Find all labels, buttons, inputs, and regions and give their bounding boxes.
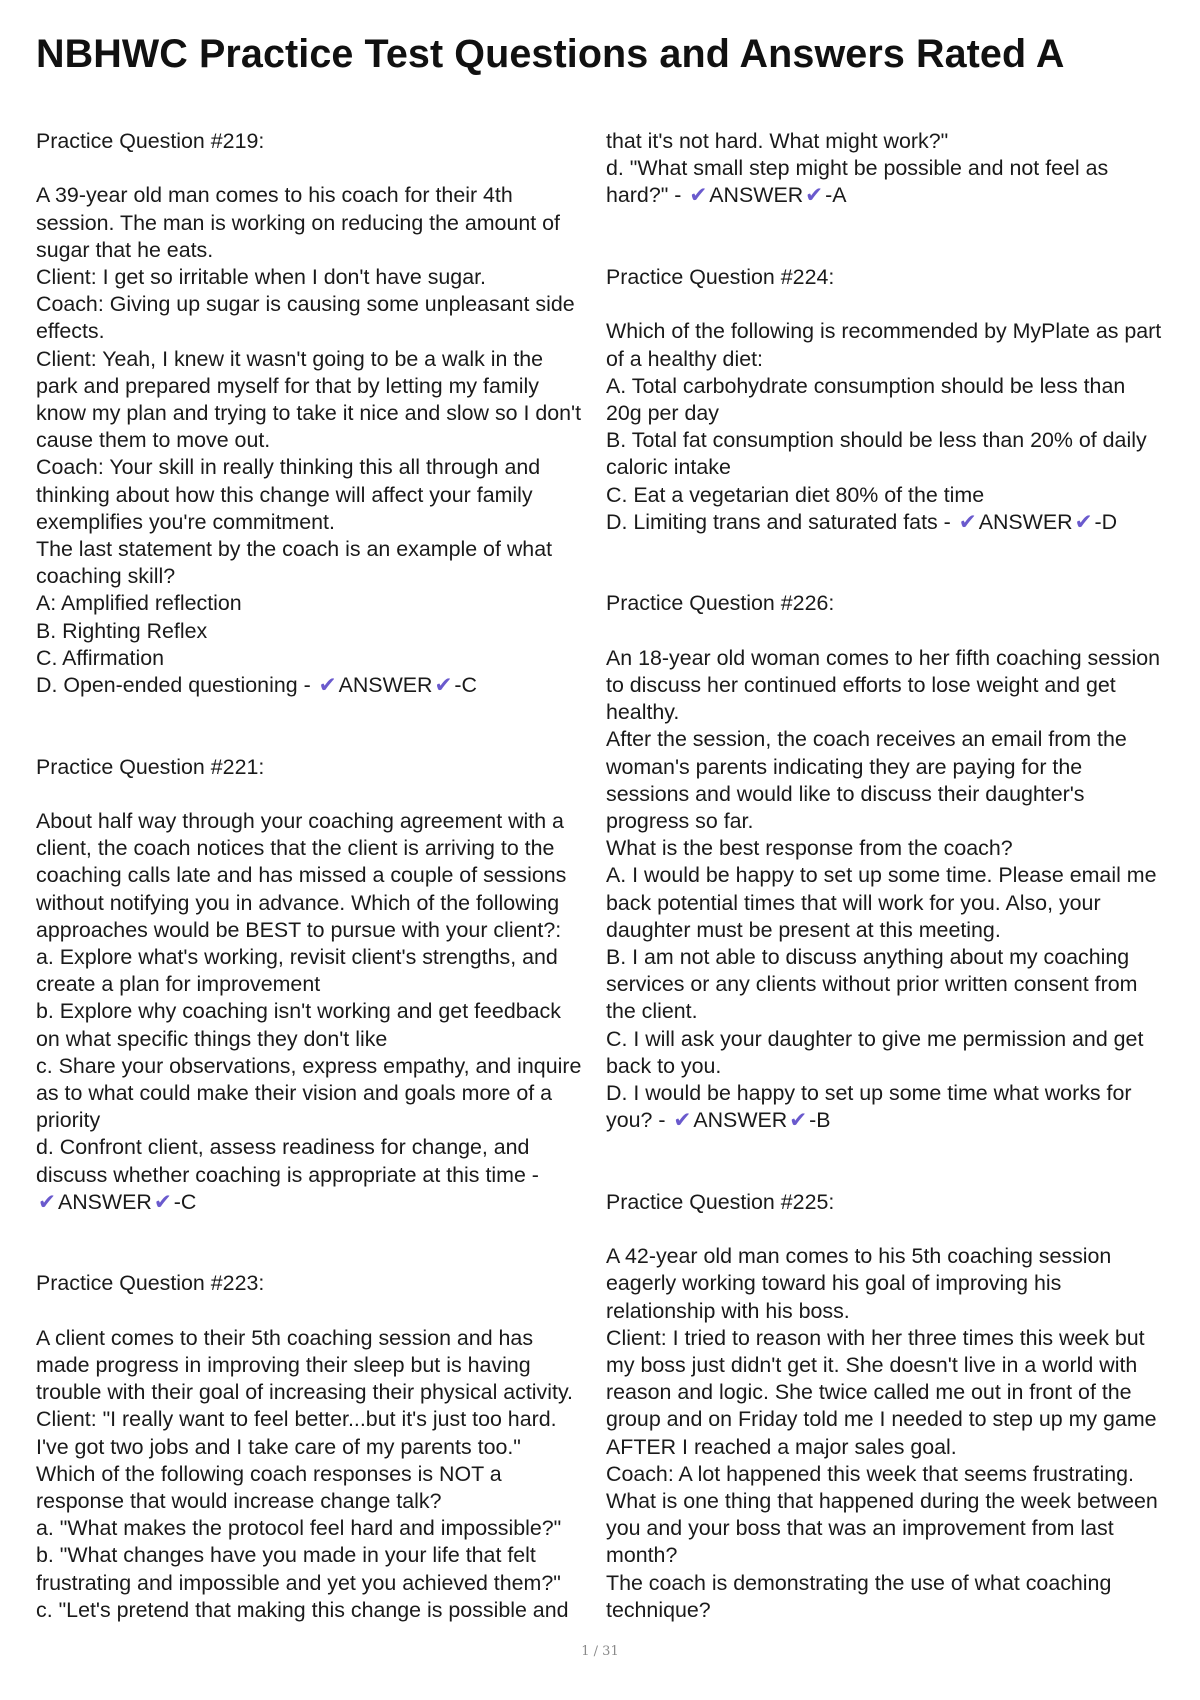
text-line: the client. xyxy=(606,999,698,1024)
text-line: I've got two jobs and I take care of my parents too." xyxy=(36,1434,521,1459)
text-line: woman's parents indicating they are paying for the xyxy=(606,754,1083,779)
text-line: to discuss her continued efforts to lose weight and get xyxy=(606,673,1116,697)
question-heading: Practice Question #225: xyxy=(606,1189,835,1214)
text-line: d. Confront client, assess readiness for change, and xyxy=(36,1135,530,1160)
page-number: 1 / 31 xyxy=(581,1644,619,1659)
question-body xyxy=(606,1243,1176,1624)
question-219 xyxy=(36,128,592,699)
text-line: progress so far. xyxy=(606,809,754,834)
text-line: c. Share your observations, express empathy, and inquire xyxy=(36,1053,582,1078)
text-line: approaches would be BEST to pursue with your client?: xyxy=(36,917,562,942)
text-line: my boss just didn't get it. She doesn't live in a world with xyxy=(606,1353,1138,1378)
answer-line xyxy=(36,672,592,699)
text-line: A. I would be happy to set up some time. Please email me xyxy=(606,863,1157,888)
text-line: healthy. xyxy=(606,700,680,725)
text-line: relationship with his boss. xyxy=(606,1298,850,1323)
text-line: that it's not hard. What might work?" xyxy=(606,129,949,153)
page-title: NBHWC Practice Test Questions and Answers Rated A xyxy=(36,32,1065,76)
question-heading: Practice Question #226: xyxy=(606,591,835,616)
left-column xyxy=(36,128,592,1624)
text-line: The coach is demonstrating the use of what coaching xyxy=(606,1570,1112,1595)
answer-value: -D xyxy=(1094,509,1118,534)
text-line: Coach: Giving up sugar is causing some unpleasant side xyxy=(36,292,575,317)
answer-prefix: you? - xyxy=(606,1108,666,1133)
question-heading: Practice Question #219: xyxy=(36,129,265,153)
text-line: exemplifies you're commitment. xyxy=(36,509,335,534)
text-line: park and prepared myself for that by letting my family xyxy=(36,373,539,398)
answer-prefix: D. Open-ended questioning - xyxy=(36,673,311,698)
question-body xyxy=(36,182,592,699)
answer-line xyxy=(606,182,1176,209)
checkmark-icon: ✔ xyxy=(673,1108,692,1133)
text-line: Client: "I really want to feel better...but it's just too hard. xyxy=(36,1407,557,1432)
answer-line xyxy=(36,1189,592,1216)
text-line: After the session, the coach receives an email from the xyxy=(606,727,1127,752)
question-body xyxy=(606,645,1176,1135)
text-line: services or any clients without prior written consent from xyxy=(606,972,1138,997)
answer-line xyxy=(606,1107,1176,1134)
text-line: C. Eat a vegetarian diet 80% of the time xyxy=(606,482,985,507)
text-line: C. I will ask your daughter to give me permission and get xyxy=(606,1026,1144,1051)
text-line: daughter must be present at this meeting. xyxy=(606,917,1001,942)
text-line: b. Explore why coaching isn't working and get feedback xyxy=(36,999,561,1024)
answer-value: -B xyxy=(809,1108,831,1133)
question-223-continued xyxy=(606,128,1176,210)
text-line: response that would increase change talk? xyxy=(36,1489,442,1514)
question-body xyxy=(36,1325,592,1624)
text-line: Which of the following is recommended by MyPlate as part xyxy=(606,319,1162,344)
text-line: What is one thing that happened during the week between xyxy=(606,1489,1158,1514)
text-line: group and on Friday told me I needed to step up my game xyxy=(606,1407,1157,1432)
question-body xyxy=(36,808,592,1216)
answer-value: -A xyxy=(825,183,847,208)
text-line: Coach: Your skill in really thinking this all through and xyxy=(36,455,541,480)
checkmark-icon: ✔ xyxy=(789,1108,808,1133)
question-224 xyxy=(606,264,1176,536)
text-line: About half way through your coaching agreement with a xyxy=(36,809,564,834)
text-line: Client: I get so irritable when I don't have sugar. xyxy=(36,265,486,289)
text-line: discuss whether coaching is appropriate at this time - xyxy=(36,1162,539,1187)
checkmark-icon: ✔ xyxy=(318,673,337,698)
question-221 xyxy=(36,754,592,1216)
text-line: back potential times that will work for you. Also, your xyxy=(606,890,1101,915)
text-line: What is the best response from the coach? xyxy=(606,836,1013,861)
checkmark-icon: ✔ xyxy=(1074,509,1093,534)
text-line: of a healthy diet: xyxy=(606,346,763,371)
answer-label: ANSWER xyxy=(338,673,433,698)
text-line: made progress in improving their sleep but is having xyxy=(36,1353,531,1378)
text-line: caloric intake xyxy=(606,455,731,480)
answer-value: -C xyxy=(173,1189,197,1214)
question-226 xyxy=(606,590,1176,1134)
text-line: eagerly working toward his goal of improving his xyxy=(606,1271,1062,1296)
answer-value: -C xyxy=(454,673,477,698)
question-heading: Practice Question #224: xyxy=(606,265,835,289)
text-line: coaching skill? xyxy=(36,564,176,589)
text-line: An 18-year old woman comes to her fifth coaching session xyxy=(606,645,1161,670)
question-heading: Practice Question #223: xyxy=(36,1271,265,1296)
question-body xyxy=(606,318,1176,536)
text-line: Coach: A lot happened this week that seems frustrating. xyxy=(606,1461,1134,1486)
text-line: know my plan and trying to take it nice and slow so I don't xyxy=(36,401,582,426)
text-line: priority xyxy=(36,1108,101,1133)
text-line: on what specific things they don't like xyxy=(36,1026,388,1051)
answer-prefix: D. Limiting trans and saturated fats - xyxy=(606,509,951,534)
checkmark-icon: ✔ xyxy=(153,1189,172,1214)
text-line: A 42-year old man comes to his 5th coaching session xyxy=(606,1244,1112,1269)
text-line: c. "Let's pretend that making this change is possible and xyxy=(36,1597,569,1622)
answer-label: ANSWER xyxy=(978,509,1073,534)
text-line: A: Amplified reflection xyxy=(36,591,242,616)
text-line: cause them to move out. xyxy=(36,428,271,453)
text-line: C. Affirmation xyxy=(36,645,164,670)
text-line: B. Total fat consumption should be less than 20% of daily xyxy=(606,428,1147,453)
text-line: trouble with their goal of increasing their physical activity. xyxy=(36,1380,574,1405)
text-line: reason and logic. She twice called me out in front of the xyxy=(606,1380,1132,1405)
question-223 xyxy=(36,1270,592,1624)
text-line: b. "What changes have you made in your life that felt xyxy=(36,1543,536,1568)
answer-prefix: hard?" - xyxy=(606,183,682,208)
right-column xyxy=(606,128,1176,1624)
checkmark-icon: ✔ xyxy=(958,509,977,534)
text-line: client, the coach notices that the client is arriving to the xyxy=(36,836,555,861)
text-line: without notifying you in advance. Which of the following xyxy=(36,890,560,915)
text-line: back to you. xyxy=(606,1053,722,1078)
question-heading: Practice Question #221: xyxy=(36,754,265,779)
text-line: The last statement by the coach is an example of what xyxy=(36,537,553,562)
text-line: coaching calls late and has missed a couple of sessions xyxy=(36,863,567,888)
text-line: d. "What small step might be possible and not feel as xyxy=(606,156,1109,181)
text-line: month? xyxy=(606,1543,678,1568)
text-line: Which of the following coach responses is NOT a xyxy=(36,1461,502,1486)
text-line: B. I am not able to discuss anything about my coaching xyxy=(606,945,1130,970)
text-line: session. The man is working on reducing the amount of xyxy=(36,210,560,235)
text-line: frustrating and impossible and yet you achieved them?" xyxy=(36,1570,561,1595)
text-line: sugar that he eats. xyxy=(36,237,214,262)
text-line: Client: Yeah, I knew it wasn't going to be a walk in the xyxy=(36,346,544,371)
text-line: D. I would be happy to set up some time what works for xyxy=(606,1081,1132,1106)
text-line: A client comes to their 5th coaching session and has xyxy=(36,1325,534,1350)
text-line: a. Explore what's working, revisit client's strengths, and xyxy=(36,945,558,970)
text-line: technique? xyxy=(606,1597,711,1622)
answer-label: ANSWER xyxy=(693,1108,788,1133)
answer-label: ANSWER xyxy=(709,183,804,208)
text-line: AFTER I reached a major sales goal. xyxy=(606,1434,957,1459)
text-line: create a plan for improvement xyxy=(36,972,321,997)
text-line: effects. xyxy=(36,319,105,344)
checkmark-icon: ✔ xyxy=(38,1189,56,1214)
text-line: thinking about how this change will affect your family xyxy=(36,482,533,507)
text-line: a. "What makes the protocol feel hard and impossible?" xyxy=(36,1516,562,1541)
text-line: A. Total carbohydrate consumption should be less than xyxy=(606,373,1126,398)
text-line: sessions and would like to discuss their daughter's xyxy=(606,781,1085,806)
text-line: you and your boss that was an improvement from last xyxy=(606,1516,1114,1541)
checkmark-icon: ✔ xyxy=(805,183,824,208)
answer-line xyxy=(606,509,1176,536)
text-line: A 39-year old man comes to his coach for their 4th xyxy=(36,183,513,208)
question-225 xyxy=(606,1189,1176,1624)
checkmark-icon: ✔ xyxy=(434,673,453,698)
text-line: 20g per day xyxy=(606,401,719,425)
text-line: as to what could make their vision and goals more of a xyxy=(36,1081,553,1106)
checkmark-icon: ✔ xyxy=(689,183,708,208)
answer-label: ANSWER xyxy=(57,1189,152,1214)
text-line: Client: I tried to reason with her three times this week but xyxy=(606,1325,1145,1350)
text-line: B. Righting Reflex xyxy=(36,618,208,643)
